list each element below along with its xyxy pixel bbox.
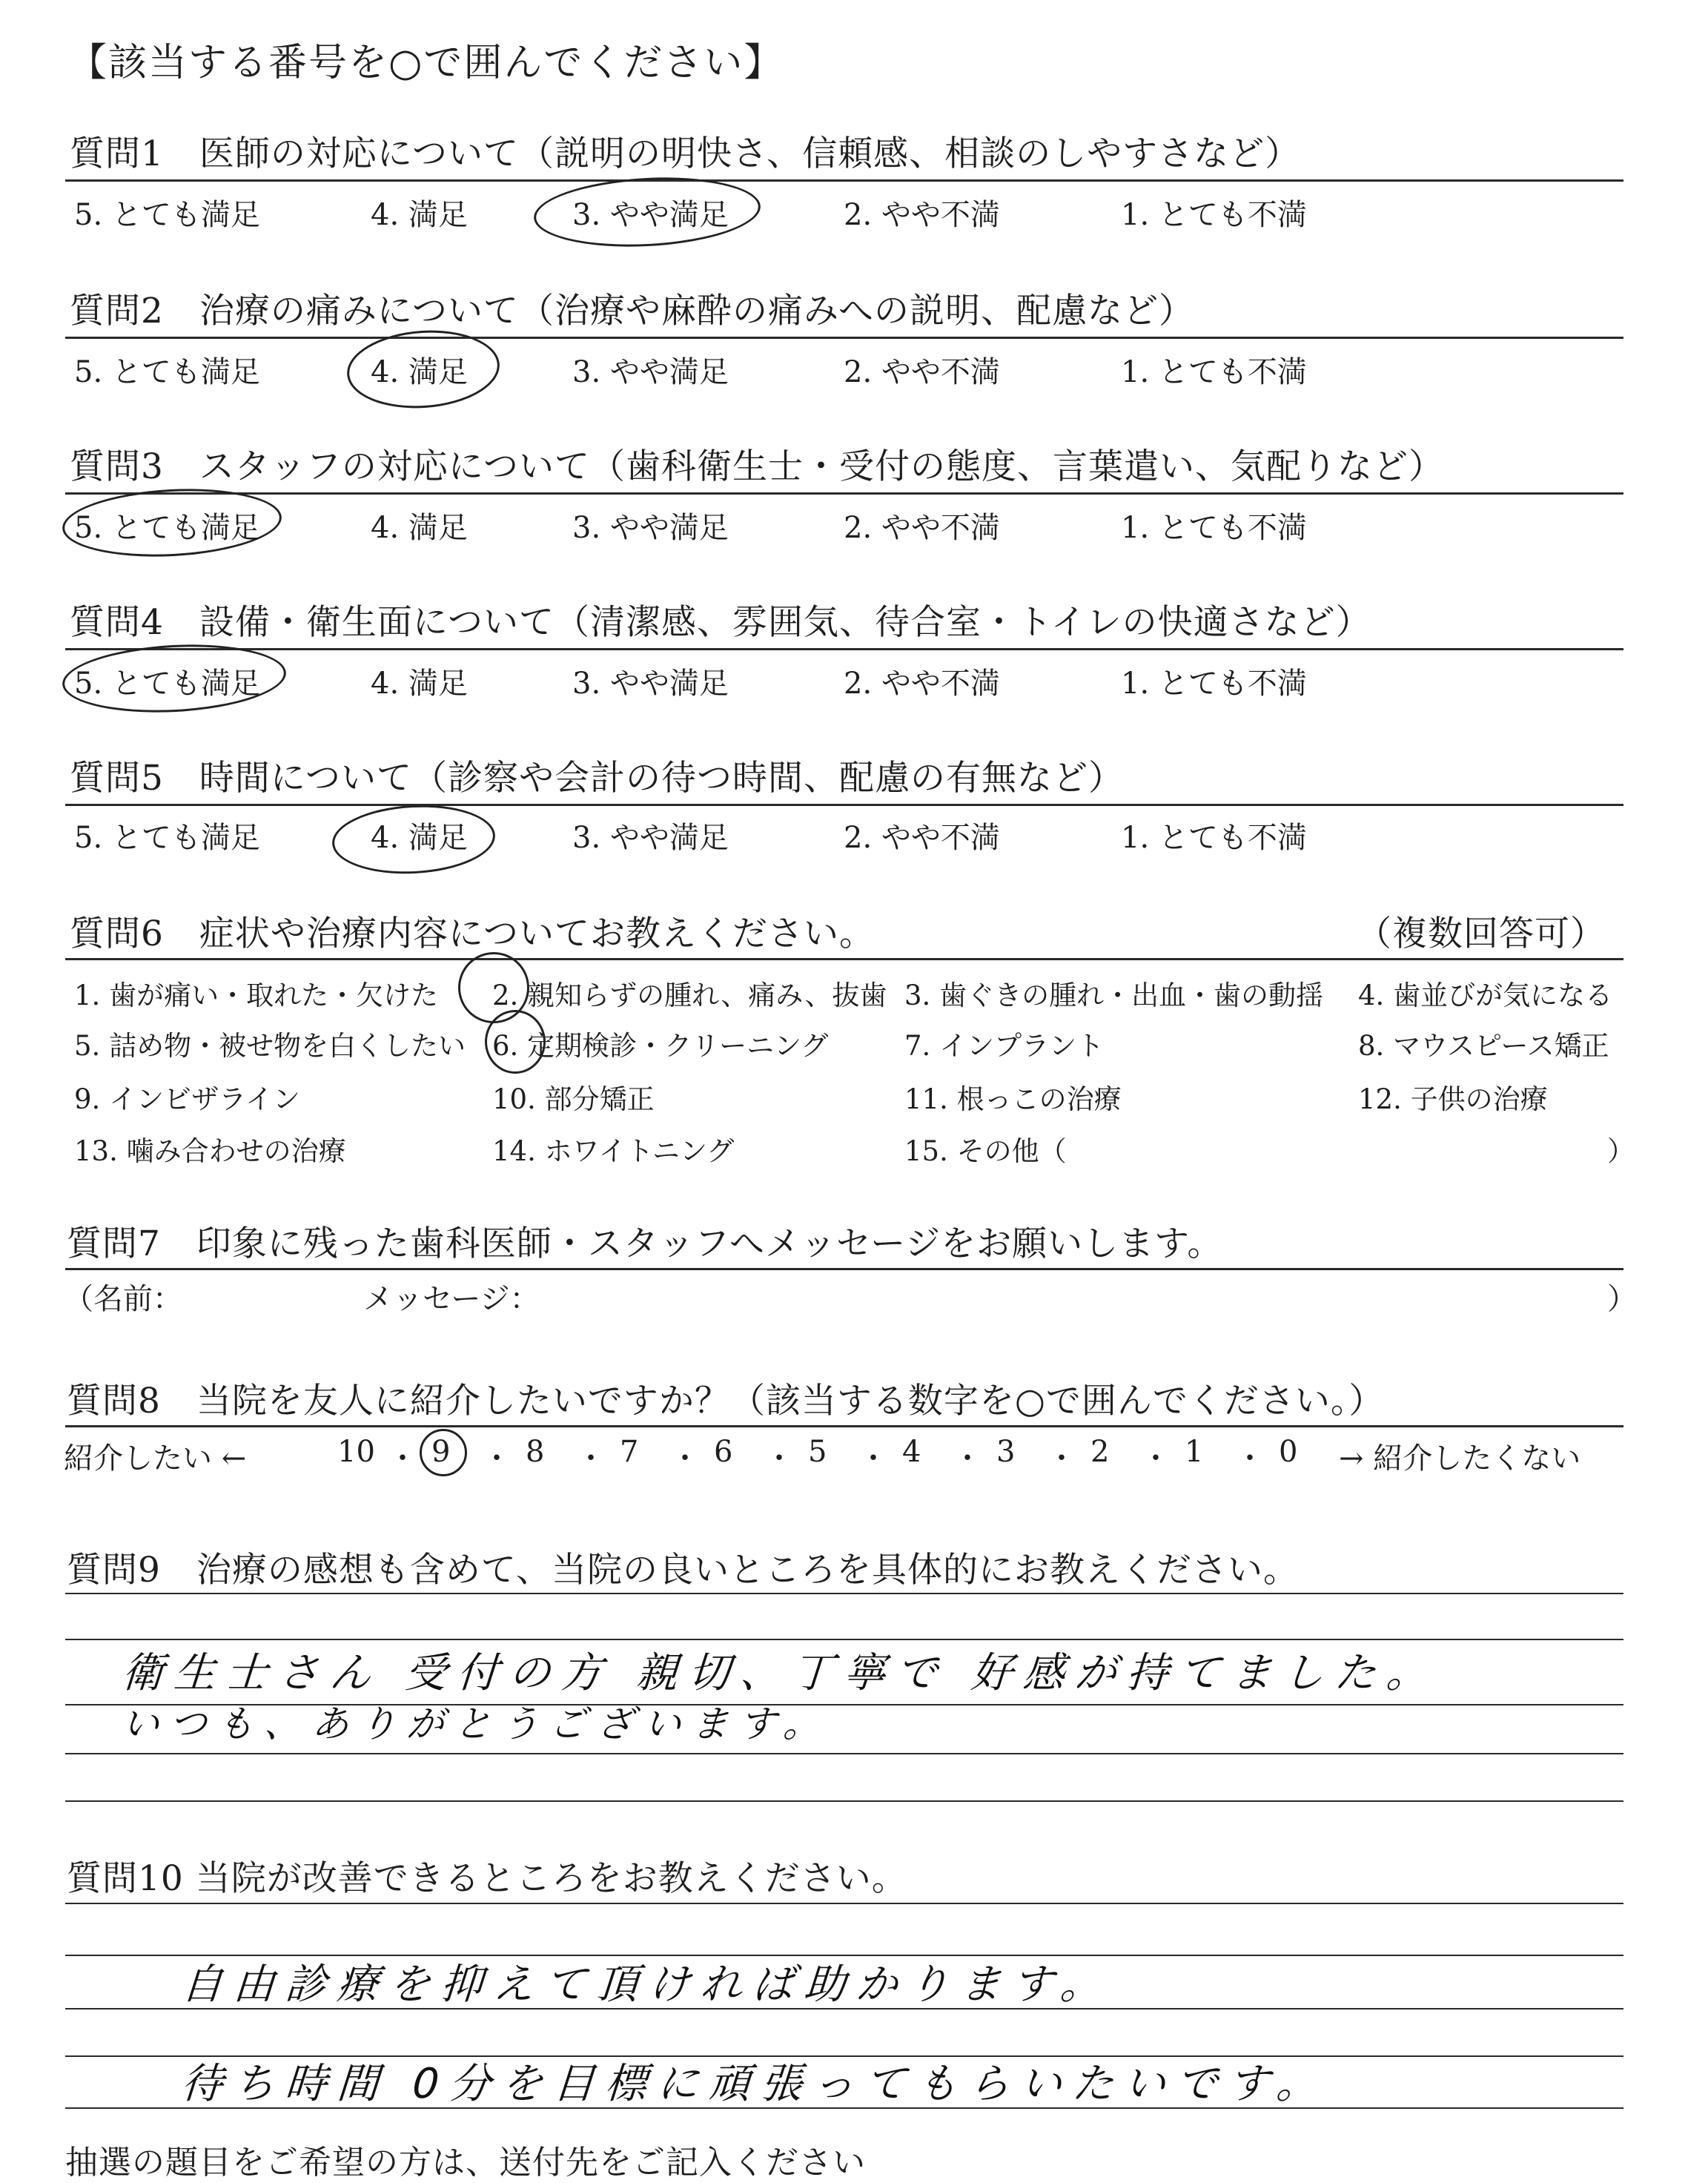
- footer-partial-text: 抽選の題目をご希望の方は、送付先をご記入ください: [65, 2144, 866, 2182]
- q3-selection-circle: [61, 483, 283, 561]
- q8-selection-circle: [420, 1429, 467, 1476]
- q8-rule: [65, 1425, 1623, 1427]
- q7-name-label: （名前：: [64, 1282, 182, 1316]
- q10-answer-line-2: 待ち時間 0分を目標に頑張ってもらいたいです。: [179, 2060, 1330, 2108]
- q1-option-5[interactable]: 5. とても満足: [74, 198, 260, 232]
- q8-right-label: → 紹介したくない: [1339, 1441, 1581, 1476]
- q3-title: 質問3 スタッフの対応について（歯科衛生士・受付の態度、言葉遣い、気配りなど）: [70, 446, 1444, 487]
- q4-title: 質問4 設備・衛生面について（清潔感、雰囲気、待合室・トイレの快適さなど）: [70, 602, 1371, 643]
- q5-selection-circle: [331, 801, 497, 877]
- q4-option-2[interactable]: 2. やや不満: [844, 667, 1000, 701]
- q4-option-1[interactable]: 1. とても不満: [1121, 667, 1307, 701]
- q3-option-5[interactable]: 5. とても満足: [74, 511, 260, 545]
- q4-option-3[interactable]: 3. やや満足: [572, 667, 729, 701]
- q8-left-label: 紹介したい ←: [64, 1441, 247, 1476]
- q6-other-close: ）: [1607, 1135, 1635, 1167]
- q9-answer-line-2: いつも、ありがとうございます。: [120, 1703, 833, 1746]
- q8-scale-value[interactable]: 8: [526, 1435, 545, 1469]
- q8-scale-value[interactable]: 10: [337, 1435, 375, 1469]
- q5-title: 質問5 時間について（診察や会計の待つ時間、配慮の有無など）: [70, 758, 1124, 799]
- q6-option-4[interactable]: 4. 歯並びが気になる: [1358, 980, 1613, 1011]
- q1-option-2[interactable]: 2. やや不満: [844, 198, 1000, 232]
- q8-scale-separator: ・: [858, 1441, 888, 1476]
- q7-title: 質問7 印象に残った歯科医師・スタッフへメッセージをお願いします。: [67, 1223, 1223, 1264]
- q8-scale-separator: ・: [1235, 1441, 1265, 1476]
- q1-title: 質問1 医師の対応について（説明の明快さ、信頼感、相談のしやすさなど）: [70, 133, 1301, 174]
- q2-title: 質問2 治療の痛みについて（治療や麻酔の痛みへの説明、配慮など）: [70, 291, 1195, 331]
- q6-option-6[interactable]: 6. 定期検診・クリーニング: [492, 1030, 829, 1062]
- q1-option-4[interactable]: 4. 満足: [371, 198, 468, 232]
- q6-rule: [65, 958, 1623, 960]
- q6-option-7[interactable]: 7. インプラント: [904, 1030, 1105, 1062]
- q9-title: 質問9 治療の感想も含めて、当院の良いところを具体的にお教えください。: [67, 1550, 1299, 1591]
- q8-title: 質問8 当院を友人に紹介したいですか？（該当する数字を○で囲んでください。）: [67, 1381, 1385, 1421]
- q8-scale-separator: ・: [670, 1441, 700, 1476]
- q8-scale-separator: ・: [1047, 1441, 1076, 1476]
- q6-option-8[interactable]: 8. マウスピース矯正: [1358, 1030, 1609, 1062]
- q7-close: ）: [1607, 1282, 1637, 1316]
- q1-rule: [65, 179, 1623, 182]
- q5-option-4[interactable]: 4. 満足: [371, 821, 468, 855]
- q6-option-9[interactable]: 9. インビザライン: [74, 1083, 300, 1115]
- q2-option-5[interactable]: 5. とても満足: [74, 355, 260, 389]
- q6-option-5[interactable]: 5. 詰め物・被せ物を白くしたい: [74, 1030, 466, 1062]
- q8-scale-value[interactable]: 1: [1185, 1435, 1204, 1469]
- q8-scale-separator: ・: [482, 1441, 512, 1476]
- q8-scale-separator: ・: [953, 1441, 982, 1476]
- q5-option-1[interactable]: 1. とても不満: [1121, 821, 1307, 855]
- q8-scale-value[interactable]: 0: [1279, 1435, 1298, 1469]
- page-heading: 【該当する番号を○で囲んでください】: [68, 41, 784, 85]
- q3-option-4[interactable]: 4. 満足: [371, 511, 468, 545]
- q8-scale-value[interactable]: 2: [1090, 1435, 1110, 1469]
- q7-message-label: メッセージ：: [363, 1282, 540, 1316]
- q4-option-4[interactable]: 4. 満足: [371, 667, 468, 701]
- q6-option-13[interactable]: 13. 噛み合わせの治療: [74, 1135, 346, 1167]
- q8-scale-separator: ・: [388, 1441, 417, 1476]
- q6-option-2[interactable]: 2. 親知らずの腫れ、痛み、抜歯: [492, 980, 887, 1011]
- q9-line-5: [65, 1800, 1623, 1802]
- q6-selection-circle-6: [485, 1010, 546, 1074]
- q2-option-4[interactable]: 4. 満足: [371, 355, 468, 389]
- q8-scale-separator: ・: [764, 1441, 794, 1476]
- q2-option-3[interactable]: 3. やや満足: [572, 355, 729, 389]
- q3-rule: [65, 492, 1623, 495]
- q6-option-15[interactable]: 15. その他（: [904, 1135, 1067, 1167]
- q5-option-2[interactable]: 2. やや不満: [844, 821, 1000, 855]
- q10-title: 質問10 当院が改善できるところをお教えください。: [67, 1858, 907, 1899]
- q6-option-12[interactable]: 12. 子供の治療: [1358, 1083, 1548, 1115]
- q3-option-3[interactable]: 3. やや満足: [572, 511, 729, 545]
- q3-option-1[interactable]: 1. とても不満: [1121, 511, 1307, 545]
- q2-option-2[interactable]: 2. やや不満: [844, 355, 1000, 389]
- q6-option-3[interactable]: 3. 歯ぐきの腫れ・出血・歯の動揺: [904, 980, 1324, 1011]
- q2-rule: [65, 337, 1623, 339]
- q1-selection-circle: [532, 172, 762, 252]
- q6-title: 質問6 症状や治療内容についてお教えください。: [70, 914, 875, 954]
- q9-line-4: [65, 1753, 1623, 1754]
- q2-option-1[interactable]: 1. とても不満: [1121, 355, 1307, 389]
- q7-rule: [65, 1268, 1623, 1270]
- q4-rule: [65, 648, 1623, 650]
- q6-option-14[interactable]: 14. ホワイトニング: [492, 1135, 735, 1167]
- q8-scale-separator: ・: [576, 1441, 606, 1476]
- q4-selection-circle: [61, 639, 288, 718]
- q1-option-3[interactable]: 3. やや満足: [572, 198, 729, 232]
- q6-option-10[interactable]: 10. 部分矯正: [492, 1083, 655, 1115]
- q3-option-2[interactable]: 2. やや不満: [844, 511, 1000, 545]
- q8-scale-value[interactable]: 4: [902, 1435, 921, 1469]
- q8-scale-value[interactable]: 9: [431, 1435, 451, 1469]
- q6-option-1[interactable]: 1. 歯が痛い・取れた・欠けた: [74, 980, 439, 1011]
- q1-option-1[interactable]: 1. とても不満: [1121, 198, 1307, 232]
- q6-multiple-note: （複数回答可）: [1357, 914, 1606, 954]
- q5-rule: [65, 804, 1623, 806]
- q6-option-11[interactable]: 11. 根っこの治療: [904, 1083, 1122, 1115]
- q8-scale-separator: ・: [1141, 1441, 1171, 1476]
- q8-scale-value[interactable]: 3: [996, 1435, 1016, 1469]
- q10-answer-line-1: 自由診療を抑えて頂ければ助かります。: [179, 1961, 1114, 2009]
- q9-line-1: [65, 1593, 1623, 1594]
- q4-option-5[interactable]: 5. とても満足: [74, 667, 260, 701]
- q10-line-1: [65, 1903, 1623, 1904]
- q5-option-5[interactable]: 5. とても満足: [74, 821, 260, 855]
- q8-scale-value[interactable]: 5: [808, 1435, 827, 1469]
- q8-scale-value[interactable]: 6: [714, 1435, 733, 1469]
- q8-scale-value[interactable]: 7: [620, 1435, 639, 1469]
- q9-answer-line-1: 衛生士さん 受付の方 親切、丁寧で 好感が持てました。: [120, 1649, 1440, 1697]
- q5-option-3[interactable]: 3. やや満足: [572, 821, 729, 855]
